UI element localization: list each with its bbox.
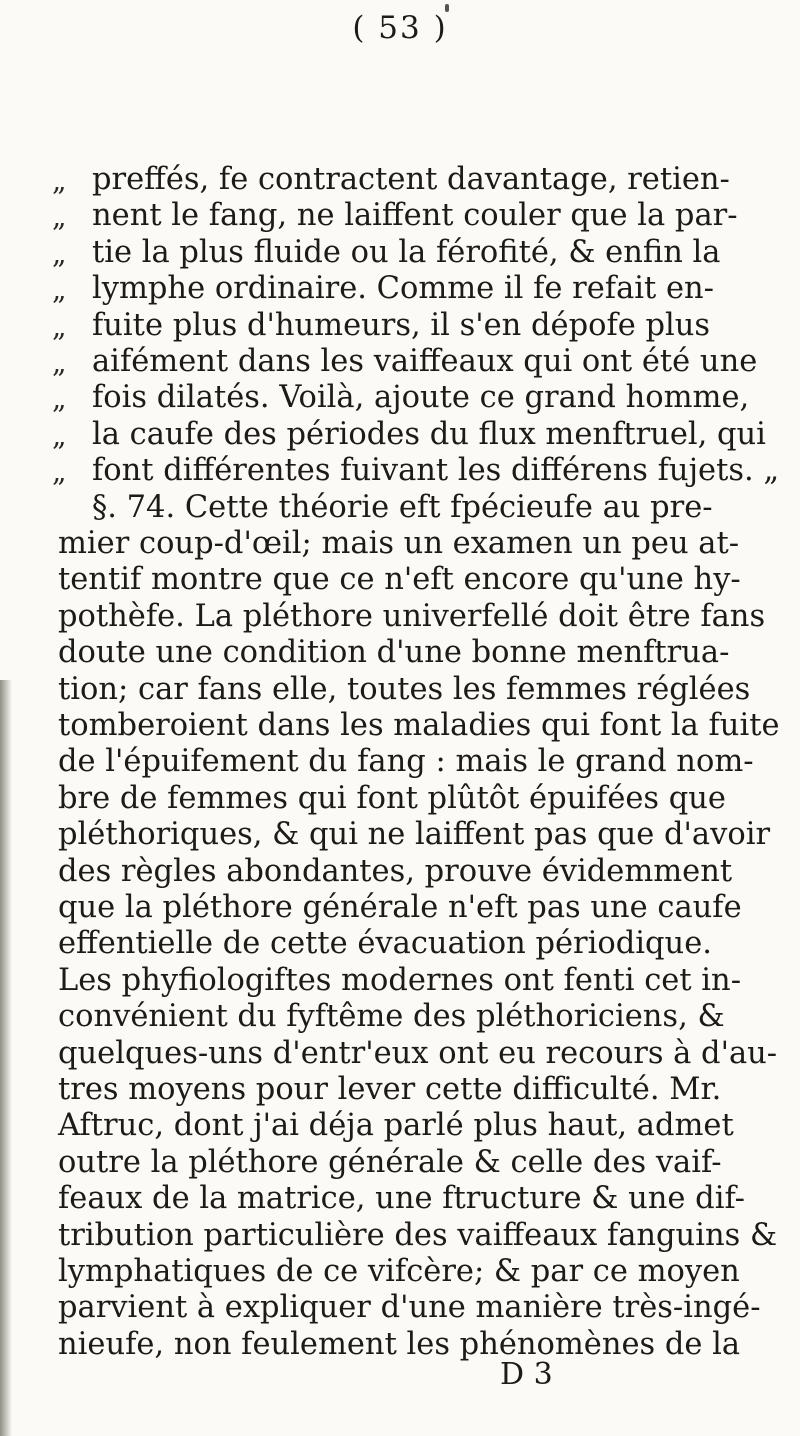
text-line: pothèfe. La pléthore univerfellé doit être fans <box>58 598 766 634</box>
text-line: font différentes fuivant les différens fujets. „ <box>92 453 780 489</box>
quote-mark: „ <box>52 273 67 307</box>
text-line: feaux de la matrice, une ftructure & une dif- <box>58 1181 745 1217</box>
text-line: de l'épuifement du fang : mais le grand nom- <box>58 744 754 780</box>
quote-mark: „ <box>52 418 67 452</box>
text-line: tion; car fans elle, toutes les femmes réglées <box>58 671 751 707</box>
text-line: tomberoient dans les maladies qui font la fuite <box>58 708 780 743</box>
quote-mark: „ <box>52 346 67 379</box>
quote-mark: „ <box>52 200 67 234</box>
text-line: parvient à expliquer d'une manière très-ingé- <box>58 1290 761 1326</box>
text-line: doute une condition d'une bonne menftrua- <box>58 635 730 671</box>
text-line: mier coup-d'œil; mais un examen un peu at- <box>58 526 740 561</box>
text-line: nent le fang, ne laiffent couler que la par- <box>92 198 738 234</box>
text-line: tribution particulière des vaiffeaux fanguins & <box>58 1217 778 1253</box>
text-line: tres moyens pour lever cette difficulté. Mr. <box>58 1072 722 1107</box>
quote-mark: „ <box>52 309 67 343</box>
quote-mark: „ <box>52 236 67 270</box>
text-line: effentielle de cette évacuation périodique. <box>58 926 712 962</box>
text-line: §. 74. Cette théorie eft fpécieufe au pre- <box>92 489 713 525</box>
text-line: tie la plus fluide ou la férofité, & enfin la <box>92 234 721 270</box>
text-line: des règles abondantes, prouve évidemment <box>58 853 733 889</box>
quote-mark: „ <box>52 164 67 197</box>
text-line: que la pléthore générale n'eft pas une caufe <box>58 890 742 925</box>
quote-mark: „ <box>52 455 67 489</box>
page-number: ( 53 ) <box>352 10 448 46</box>
text-line: aifément dans les vaiffeaux qui ont été une <box>92 344 758 379</box>
text-line: la caufe des périodes du flux menftruel, qui <box>92 416 766 452</box>
text-line: lymphe ordinaire. Comme il fe refait en- <box>92 271 714 307</box>
text-line: convénient du fyftême des pléthoriciens, & <box>58 999 725 1035</box>
page-gutter-shadow <box>0 680 12 1436</box>
text-line: fois dilatés. Voilà, ajoute ce grand homme, <box>92 380 750 416</box>
text-line: bre de femmes qui font plûtôt épuifées que <box>58 780 726 816</box>
text-line: pléthoriques, & qui ne laiffent pas que d'avoir <box>58 817 771 853</box>
text-line: Les phyfiologiftes modernes ont fenti cet in- <box>58 962 742 998</box>
signature-mark: D 3 <box>500 1357 553 1393</box>
text-line: preffés, fe contractent davantage, retien- <box>92 162 730 197</box>
quote-mark: „ <box>52 382 67 416</box>
text-line: Aftruc, dont j'ai déja parlé plus haut, admet <box>58 1108 734 1144</box>
text-line: fuite plus d'humeurs, il s'en dépofe plus <box>92 307 711 343</box>
text-line: quelques-uns d'entr'eux ont eu recours à d'au- <box>58 1035 778 1071</box>
text-line: tentif montre que ce n'eft encore qu'une hy- <box>58 562 741 598</box>
text-line: outre la pléthore générale & celle des vaif- <box>58 1144 722 1180</box>
text-line: nieufe, non feulement les phénomènes de la <box>58 1326 741 1362</box>
text-line: lymphatiques de ce vifcère; & par ce moyen <box>58 1254 740 1289</box>
